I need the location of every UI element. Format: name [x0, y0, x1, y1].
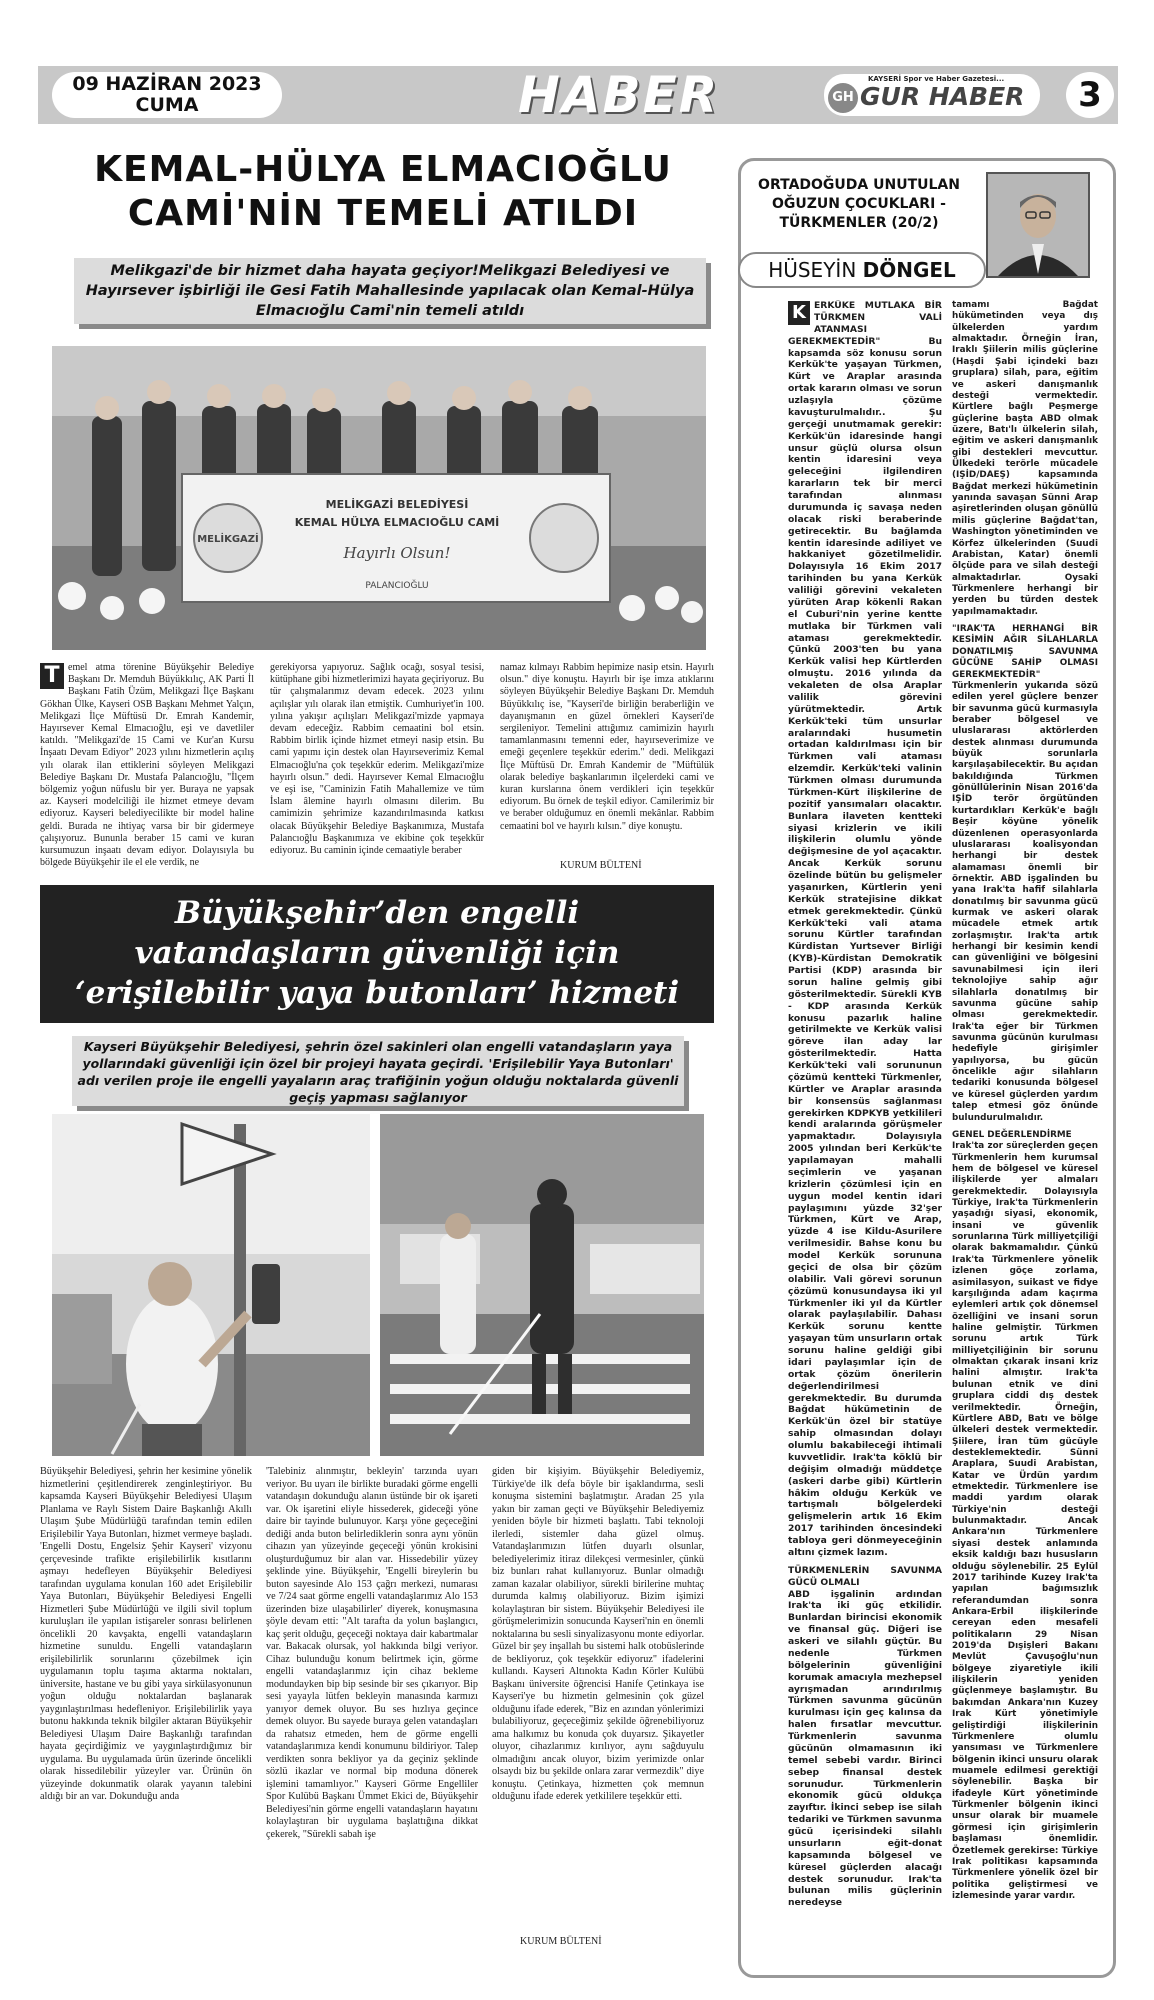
headline-line: KEMAL-HÜLYA ELMACIOĞLU: [94, 149, 672, 190]
page-number: 3: [1066, 72, 1114, 118]
ceremony-photo-illustration: [52, 346, 706, 650]
article2-column-1: [40, 1466, 252, 1956]
article2-text: giden bir kişiyim. Büyükşehir Belediyemiz, Türkiye'de ilk defa böyle bir işaklandırma, sesli konuşma sistemini başlatmıştır. Aradan 25 yıla yakın bir zaman geçti ve Büyükşehir Belediyemiz yeniden böyle bir hizmeti başlattı. Tabi teknoloji ilerledi, sistemler daha güzel olmuş. Vatandaşlarımızın lütfen duyarlı olsunlar, belediyelerimiz itiraz dilekçesi vermesinler, çünkü biz bunları rahat kullanıyoruz. Bunlar olmadığı zaman kazalar olabiliyor, sürekli birilerine muhtaç durumda kalmış olabiliyoruz. Bizim işimizi kolaylaştıran bir sistem. Büyükşehir Belediyesi ile görüşmelerimizin sonucunda Kayseri'nin en önemli noktalarına bu sesli sinyalizasyonu monte ediyorlar. Güzel bir şey inşallah bu sistemi halk otobüslerinde de bekliyoruz, çok teşekkür ediyoruz" ifadelerini kullandı. Kayseri Altınokta Kadın Körler Kulübü Başkanı üniversite öğrencisi Hanife Çetinkaya ise Kayseri'ye bu hizmetin gelmesinin çok güzel olduğunu ifade ederek, "Biz en azından yönlerimizi bulabiliyoruz, geçeceğimiz şekilde öğrenebiliyoruz ama halkımız bu konuda çok duyarsız. Şikayetler oluyor, cihazlarımız kırılıyor, aynı sağduyulu olmadığını ancak oluyor, bizim yerimizde onlar olsaydı biz bu şekilde onlara zarar vermezdik" diye konuştu. Çetinkaya, hizmetten çok memnun olduğunu ifade ederek yetkililere teşekkür etti.: [492, 1466, 704, 1802]
author-photo: [986, 172, 1090, 278]
article1-column-1: [40, 662, 254, 868]
date-text: 09 HAZİRAN 2023: [72, 73, 262, 95]
button-user-photo: [52, 1114, 370, 1456]
logo-tagline: KAYSERİ Spor ve Haber Gazetesi...: [868, 75, 1005, 83]
logo-mark-icon: GH: [828, 83, 858, 113]
column-text: tamamı Bağdat hükümetinden veya dış ülkelerden yardım almaktadır. Örneğin İran, Iraklı Şiilerin milis güçlerine (Haşdi Şabi içindeki bazı gruplara) silah, para, eğitim ve askeri danışmanlık desteği vermektedir. Kürtlere bağlı Peşmerge güçlerine başta ABD olmak üzere, Batı'lı ülkelerin silah, eğitim ve askeri danışmanlık gibi destekleri mevcuttur. Ülkedeki terörle mücadele (IŞİD/DAEŞ) kapsamında Bağdat merkezi hükümetinin yanında savaşan Sünni Arap aşiretlerinden oluşan gönüllü milis güçlerine Bağdat'tan, Washington yönetiminden ve Körfez ülkelerinden (Suudi Arabistan, Katar) önemli ölçüde para ve silah desteği almaktadırlar. Oysaki Türkmenlere herhangi bir yerden bu türden destek yapılmamaktadır.: [952, 300, 1098, 617]
column-title-line: TÜRKMENLER (20/2): [779, 215, 939, 231]
article1-column-3: [500, 662, 714, 858]
dropcap: K: [788, 301, 810, 325]
section-title: HABER: [518, 66, 720, 124]
column-text: ERKÜKE MUTLAKA BİR TÜRKMEN VALİ ATANMASI GEREKMEKTEDİR" Bu kapsamda söz konusu sorun Kerkük'te yaşayan Türkmen, Kürt ve Araplar arasında ortak kararın olması ve sorun uzlaşıyla çözüme kavuşturulmalıdır.. Şu gerçeği unutmamak gerekir: Kerkük'ün idaresinde hangi unsur güçlü olursa olsun kentin idaresini veya geleceğini ilgilendiren kararların tek bir merci tarafından alınması durumunda iç savaşa neden olacak riski beraberinde getirecektir. Bu bağlamda kentin idaresinde adiliyet ve hakkaniyet gözetilmelidir. Dolayısıyla 16 Ekim 2017 tarihinden bu yana Kerkük valiliği görevini vekaleten yürüten Arap kökenli Rakan el Cuburi'nin yerine kentte mutlaka bir Türkmen vali ataması gerekmektedir. Çünkü 2003'ten bu yana Kerkük valisi hep Kürtlerden olmuştu. 2016 yılında da vekaleten de olsa Araplar valilik görevini yürütmektedir. Artık Kerkük'teki tüm unsurlar aralarındaki husumetin ortadan kaldırılması için bir Türkmen vali ataması elzemdir. Kerkük'teki valinin Türkmen olması durumunda Türkmen-Kürt ilişkilerine de pozitif yansımaları olacaktır. Bunlara ilaveten kentteki siyasi krizlerin ve ikili ilişkilerin olumlu yönde değişmesine de yol açacaktır. Ancak Kerkük sorunu özelinde bütün bu gelişmeler yaşanırken, Kürtlerin yeni Kerkük stratejisine dikkat etmek gerekmektedir. Çünkü Kerkük'teki vali atama sorunu Kürtler tarafından Kürdistan Yurtsever Birliği (KYB)-Kürdistan Demokratik Partisi (KDP) arasında bir sorun haline gelmiş gibi gösterilmektedir. Sürekli KYB - KDP arasında Kerkük konusu pazarlık haline getirilmekte ve Kerkük valisi göreve ilan aday lar gösterilmektedir. Hatta Kerkük'teki vali sorununun çözümü kentteki Türkmenler, Kürtler ve Araplar arasında bir konsensüs sağlanması gerekirken KDPKYB yetkilileri kendi aralarında görüşmeler yapmaktadır. Dolayısıyla 2005 yılından beri Kerkük'te yapılamayan mahalli seçimlerin ve yaşanan krizlerin çözümlesi için en uygun model kentin idari paylaşımını yüzde 32'şer Türkmen, Kürt ve Arap, yüzde 4 ise Kildu-Asurilere verilmesidir. Bahse konu bu model Kerkük sorununa geçici de olsa bir çözüm olabilir. Vali görevi sorunun çözümü konusundaysa iki yıl Türkmenler iki yıl da Kürtler olarak paylaşılabilir. Dahası Kerkük sorunu kentte yaşayan tüm unsurların ortak sorunu haline geldiği gibi idari paylaşımlar için de ortak çözüm önerilerin değerlendirilmesi gerekmektedir. Bu durumda Bağdat hükümetinin de Kerkük'ün özel bir statüye sahip olmasından dolayı olumlu bakabileceği ihtimali kuvvetlidir. Irak'ta köklü bir değişim olmadığı müddetçe (askeri darbe gibi) Kürtlerin hâkim olduğu Kerkük ve tartışmalı bölgelerdeki gelişmelerin artık 16 Ekim 2017 tarihinden öncesindeki tabloya geri dönmeyeceğinin altını çizmek lazım.: [788, 300, 942, 1558]
article1-text: emel atma törenine Büyükşehir Belediye Başkanı Dr. Memduh Büyükkılıç, AK Parti İl Başkanı Fatih Üzüm, Melikgazi İlçe Başkanı Gökhan Ülke, Kayseri OSB Başkanı Mehmet Yalçın, Melikgazi İlçe Müftüsü Dr. Emrah Kandemir, Hayırsever Kemal Elmacıoğlu, eşi ve davetliler katıldı. "Melikgazi'de 15 Cami ve Kur'an Kursu İnşaatı Devam Ediyor" 2023 yılını hizmetlerin açılış yılı olarak ilan ettiklerini söyleyen Melikgazi Belediye Başkanı Dr. Mustafa Palancıoğlu, "İlçem bölgemiz yoğun nüfuslu bir yer. Buraya ne yapsak az. Kayseri modelciliği ile hizmet etmeye devam ediyoruz. Kayseri belediyecilikte bir model haline geldi. Burada ne ihtiyaç varsa bir bir gidermeye çalışıyoruz. Bununla beraber 15 cami ve kuran kursumuzun inşaatı devam ediyor. Dolayısıyla bu bölgede Büyükşehir ile el ele verdik, ne: [40, 662, 254, 868]
article2-text: Büyükşehir Belediyesi, şehrin her kesimine yönelik hizmetlerini çeşitlendirerek zenginleştiriyor. Bu kapsamda Kayseri Büyükşehir Belediyesi Ulaşım Planlama ve Raylı Sistem Daire Başkanlığı Akıllı Ulaşım Şube Müdürlüğü tarafından temin edilen Erişilebilir Yaya Butonları, hizmet vermeye başladı. 'Engelli Dostu, Engelsiz Şehir Kayseri' vizyonu çerçevesinde trafikte erişilebilirlik kısıtlarını aşmayı hedefleyen Büyükşehir Belediyesi tarafından uygulama konulan 160 adet Erişilebilir Yaya Butonları, Büyükşehir Belediyesi Engelli Hizmetleri Şube Müdürlüğü ve ilgili sivil toplum kuruluşları ile yapılan istişareler sonrası belirlenen öncelikli 20 kavşakta, engelli vatandaşların hizmetine sunuldu. Engelli vatandaşların erişilebilirlik sorunlarını çözebilmek için uygulamanın toplu taşıma aktarma noktaları, üniversite, hastane ve bu gibi yaya sirkülasyonunun yoğun olduğu noktalardan başlanarak yaygınlaştırılması hedefleniyor. Erişilebilirlik yaya butonu hakkında teknik bilgiler aktaran Büyükşehir Belediyesi Ulaşım Daire Başkanlığı tarafından hayata geçirdiğimiz ve yaygınlaştırdığımız bir uygulama. Bu uygulamada ürün üzerinde öncelikli olarak hissedilebilir yüzeyler var. Ürünün ön yüzeyinde dokunmatik olarak yayanın talebini aldığı bir an var. Dokunduğu anda: [40, 1466, 252, 1802]
article1-signature: KURUM BÜLTENİ: [560, 860, 642, 871]
article2-column-2: [266, 1466, 478, 1956]
article1-text: namaz kılmayı Rabbim hepimize nasip etsin. Hayırlı olsun." diye konuştu. Hayırlı bir işe imza atıklarını söyleyen Büyükşehir Belediye Başkanı Dr. Memduh Büyükkılıç ise, "Kayseri'de birliğin beraberliğin ve dayanışmanın en güzel örnekleri Kayseri'de sergileniyor. Temelini attığımız camimizin hayırlı tamamlanmasını temenni eder, hayırseverimize ve emeği geçenlere teşekkür ederim." dedi. Melikgazi İlçe Müftüsü Dr. Emrah Kandemir de "Müftülük olarak belediye başkanlarımın ilçelerdeki cami ve kuran kurslarına önem verdikleri için teşekkür ediyorum. Bu örnek de teşkil ediyor. Camilerimiz bir ve beraber olduğumuz en önemli mekânlar. Rabbim cemaatini bol ve hayırlı kılsın." diye konuştu.: [500, 662, 714, 832]
headline-line: CAMİ'NİN TEMELİ ATILDI: [127, 193, 639, 234]
headline-line: vatandaşların güvenliği için: [134, 935, 620, 971]
author-portrait: [988, 174, 1088, 276]
weekday-text: CUMA: [135, 94, 199, 116]
logo-wordmark: GUR HABER: [860, 82, 1025, 111]
photo-sign-line: Hayırlı Olsun!: [343, 544, 451, 562]
column-text-left: [788, 300, 942, 1964]
masthead: [38, 66, 1118, 124]
article1-deck: Melikgazi'de bir hizmet daha hayata geçiyor!Melikgazi Belediyesi ve Hayırsever işbirliği ile Gesi Fatih Mahallesinde yapılacak olan Kemal-Hülya Elmacıoğlu Cami'nin temeli atıldı: [74, 258, 706, 324]
column-title: [744, 176, 974, 233]
column-text: ABD işgalinin ardından Irak'ta iki güç etkilidir. Bunlardan birincisi ekonomik ve finansal güç. Diğeri ise askeri ve silahlı güçtür. Bu nedenle Türkmen bölgelerinin güvenliğini korumak amacıyla mezhepsel ayrışmadan arındırılmış Türkmen savunma gücünün kurulması için geç kalınsa da halen fırsatlar mevcuttur. Türkmenlerin savunma gücünün olmamasının iki temel sebebi vardır. Birinci sebep finansal destek sorunudur. Türkmenlerin ekonomik gücü oldukça zayıftır. İkinci sebep ise silah tedariki ve Türkmen savunma gücü içerisindeki silahlı unsurların eğit-donat kapsamında bölgesel ve küresel güçlerden alacağı destek sorunudur. Irak'ta bulunan milis güçlerinin neredeyse: [788, 1588, 942, 1909]
column-text: Türkmenlerin yukarıda sözü edilen yerel güçlere benzer bir savunma gücü kurmasıyla beraber bölgesel ve uluslararası aktörlerden destek alınması durumunda büyük sorunlarla karşılaşabilecektir. Bu açıdan bakıldığında Türkmen gönüllülerinin Nisan 2016'da IŞİD terör örgütünden kurtardıkları Kerkük'e bağlı Beşir köyüne yönelik düzenlenen operasyonlarda uluslararası koalisyondan herhangi bir destek alamaması önemli bir örnektir. ABD işgalinden bu yana Irak'ta hafif silahlarla donatılmış bir savunma gücü kurmak ve askeri olarak mücadele etmek artık zorlaşmıştır. Irak'ta artık herhangi bir kesimin kendi can güvenliğini ve bölgesini savunabilmesi için ileri teknolojiye sahip ağır silahlarla donatılmış bir savunma gücüne sahip olması gerekmektedir. Irak'ta eğer bir Türkmen savunma gücünün kurulması hedefiyle girişimler yapılıyorsa, bu gücün öncelikle ağır silahların tedariki konusunda bölgesel ve küresel güçlerden yardım talep etmesi göz önünde bulundurulmalıdır.: [952, 680, 1098, 1123]
column-subheading: TÜRKMENLERİN SAVUNMA GÜCÜ OLMALI: [788, 1564, 942, 1588]
newspaper-logo: [824, 74, 1040, 116]
author-last-name: DÖNGEL: [862, 258, 956, 282]
white-cane-illustration: [380, 1114, 704, 1456]
article1-text: gerekiyorsa yapıyoruz. Sağlık ocağı, sosyal tesisi, kütüphane gibi hizmetlerimizi hayata geçiriyoruz. Bu tür çalışmalarımız devam edecek. 2023 yılını açılışlar yılı olarak ilan etmiştik. Cumhuriyet'in 100. yılına yakışır açılışları Melikgazi'mizde yapmaya devam edeceğiz. Rabbim cemaatini bol etsin. Rabbim birlik içinde hizmet etmeyi nasip etsin. Bu cami yapımı için destek olan Hayırseverimiz Kemal Elmacıoğlu'na çok teşekkür ederim. Melikgazi'mize hayırlı olsun." dedi. Hayırsever Kemal Elmacıoğlu ve eşi ise, "Caminizin Fatih Mahallemize ve tüm İslam âlemine hayırlı olmasını dilerim. Bu camimizin şehrimize kazandırılmasında katkısı olacak Büyükşehir Belediye Başkanımıza, Mustafa Palancıoğlu Başkanımıza ve ekibine çok teşekkür ediyoruz. Bu caminin içinde cemaatiyle beraber: [270, 662, 484, 857]
white-cane-photo: [380, 1114, 704, 1456]
column-text-right: [952, 300, 1098, 1964]
column-title-line: ORTADOĞUDA UNUTULAN: [758, 177, 960, 193]
article2-column-3: [492, 1466, 704, 1910]
article1-headline: [40, 148, 726, 236]
photo-sign-line: PALANCIOĞLU: [365, 581, 429, 591]
ceremony-photo: [52, 346, 706, 650]
column-subheading: "IRAK'TA HERHANGİ BİR KESİMİN AĞIR SİLAHLARLA DONATILMIŞ SAVUNMA GÜCÜNE SAHİP OLMASI GEREKMEKTEDİR": [952, 624, 1098, 680]
column-subheading: GENEL DEĞERLENDİRME: [952, 1129, 1072, 1140]
column-title-line: OĞUZUN ÇOCUKLARI -: [772, 196, 946, 212]
button-user-illustration: [52, 1114, 370, 1456]
article2-text: 'Talebiniz alınmıştır, bekleyin' tarzında uyarı veriyor. Bu uyarı ile birlikte buradaki görme engelli vatandaşın dokunduğu alanın üstünde bir ok işareti var. Ok işaretini eliyle hissederek, gideceği yöne daire bir tayinde bulunuyor. Karşı yöne geçeceğini dediği anda buton belirlediklerin sonra aynı yönün cihazın yan yüzeyinde geçeceği yönün krokisini oluşturduğumuz bir alan var. Hissedebilir yüzey şeklinde yine. Büyükşehir, 'Engelli bireylerin bu buton sayesinde Alo 153 çağrı merkezi, numarası ve 7/24 saat görme engelli vatandaşlarımız Alo 153 üzerinden bize ulaşabilirler' diyerek, konuşmasına şöyle devam etti: "Alt tarafta da yolun başlangıcı, kaç şerit olduğu, geçeceği noktaya dair kabartmalar var. Bakacak olursak, yol hakkında bilgi veriyor. Cihaz bulunduğu konum belirtmek için, görme engelli vatandaşlarımız için cihaz bekleme modundayken bip bip sesinde bir ses çıkarıyor. Bip sesi yayayla lütfen bekleyin manasında karmızı yanıyor demek oluyor. Bu ses hızlıya geçince demek oluyor. Bu sayede buraya gelen vatandaşları da rahatsız etmeden, hem de görme engelli vatandaşlarımıza kendi konumunu bildiriyor. Talep verdikten sonra bekliyor ya da geçiniz şeklinde sözlü ikazlar ve normal bip moduna dönerek işlemini tamamlıyor." Kayseri Görme Engelliler Spor Kulübü Başkanı Ümmet Ekici de, Büyükşehir Belediyesi'nin görme engelli vatandaşların hayatını kolaylaştıran bir uygulama başlattığına dikkat çekerek, "Sürekli sabah işe: [266, 1466, 478, 1840]
photo-logo-text: MELİKGAZİ: [197, 534, 259, 545]
author-name-badge: [738, 252, 986, 288]
column-text: Irak'ta zor süreçlerden geçen Türkmenlerin hem kurumsal hem de bölgesel ve küresel ilişkilerde yer almaları gerekmektedir. Dolayısıyla Türkiye, Irak'ta Türkmenlerin yaşadığı siyasi, ekonomik, insani ve güvenlik sorunlarına Türk milliyetçiliği olarak bakmamalıdır. Çünkü Irak'ta Türkmenlere yönelik izlenen göçe zorlama, asimilasyon, suikast ve fidye karşılığında adam kaçırma eylemleri artık çok dönemsel özelliğini ve insani sorun haline gelmiştir. Türkmen sorunu artık Türk milliyetçiliğinin bir sorunu olmaktan çıkarak insani kriz halini almıştır. Irak'ta bulunan etnik ve dini gruplara ciddi dış destek verilmektedir. Örneğin, Kürtlere ABD, Batı ve bölge ülkeleri destek vermektedir. Şiilere, İran tüm gücüyle desteklemektedir. Sünni Araplara, Suudi Arabistan, Katar ve Ürdün yardım etmektedir. Türkmenlere ise maddi yardım olarak Türkiye'nin desteği bulunmaktadır. Ancak Ankara'nın Türkmenlere siyasi destek anlamında eksik kaldığı bazı hususların olduğu söylenebilir. 25 Eylül 2017 tarihinde Kuzey Irak'ta yapılan bağımsızlık referandumdan sonra Ankara-Erbil ilişkilerinde cereyan eden mesafeli politikaların 29 Nisan 2019'da Dışişleri Bakanı Mevlüt Çavuşoğlu'nun bölgeye ziyaretiyle ikili ilişkilerin yeniden güçlenmeye başlamıştır. Bu bakımdan Ankara'nın Kuzey Irak Kürt yönetimiyle geliştirdiği ilişkilerinin Türkmenlere olumlu yansıması ve Türkmenlere bölgenin ikinci unsuru olarak muamele edilmesi gerektiği söylenebilir. Başka bir ifadeyle Kürt yönetiminde Türkmenler bölgenin ikinci unsur olarak bir muamele görmesi için girişimlerin başlaması önemlidir. Özetlemek gerekirse: Türkiye Irak politikası kapsamında Türkmenlere yönelik özel bir politika geliştirmesi ve izlemesinde yarar vardır.: [952, 1141, 1098, 1901]
photo-sign-line: MELİKGAZİ BELEDİYESİ: [325, 498, 469, 511]
headline-line: ‘erişilebilir yaya butonları’ hizmeti: [74, 975, 680, 1011]
date-badge: [52, 72, 282, 118]
headline-line: Büyükşehir’den engelli: [174, 895, 580, 931]
dropcap: T: [40, 663, 64, 689]
article1-column-2: [270, 662, 484, 868]
photo-sign-line: KEMAL HÜLYA ELMACIOĞLU CAMİ: [294, 516, 500, 529]
article2-deck: Kayseri Büyükşehir Belediyesi, şehrin özel sakinleri olan engelli vatandaşların yaya yollarındaki güvenliği için özel bir projeyi hayata geçirdi. 'Erişilebilir Yaya Butonları' adı verilen proje ile engelli yayaların araç trafiğinin yoğun olduğu noktalarda güvenli geçiş yapması sağlanıyor: [72, 1036, 684, 1106]
article2-headline: [40, 885, 714, 1023]
author-first-name: HÜSEYİN: [768, 258, 857, 282]
article2-signature: KURUM BÜLTENİ: [520, 1936, 602, 1947]
